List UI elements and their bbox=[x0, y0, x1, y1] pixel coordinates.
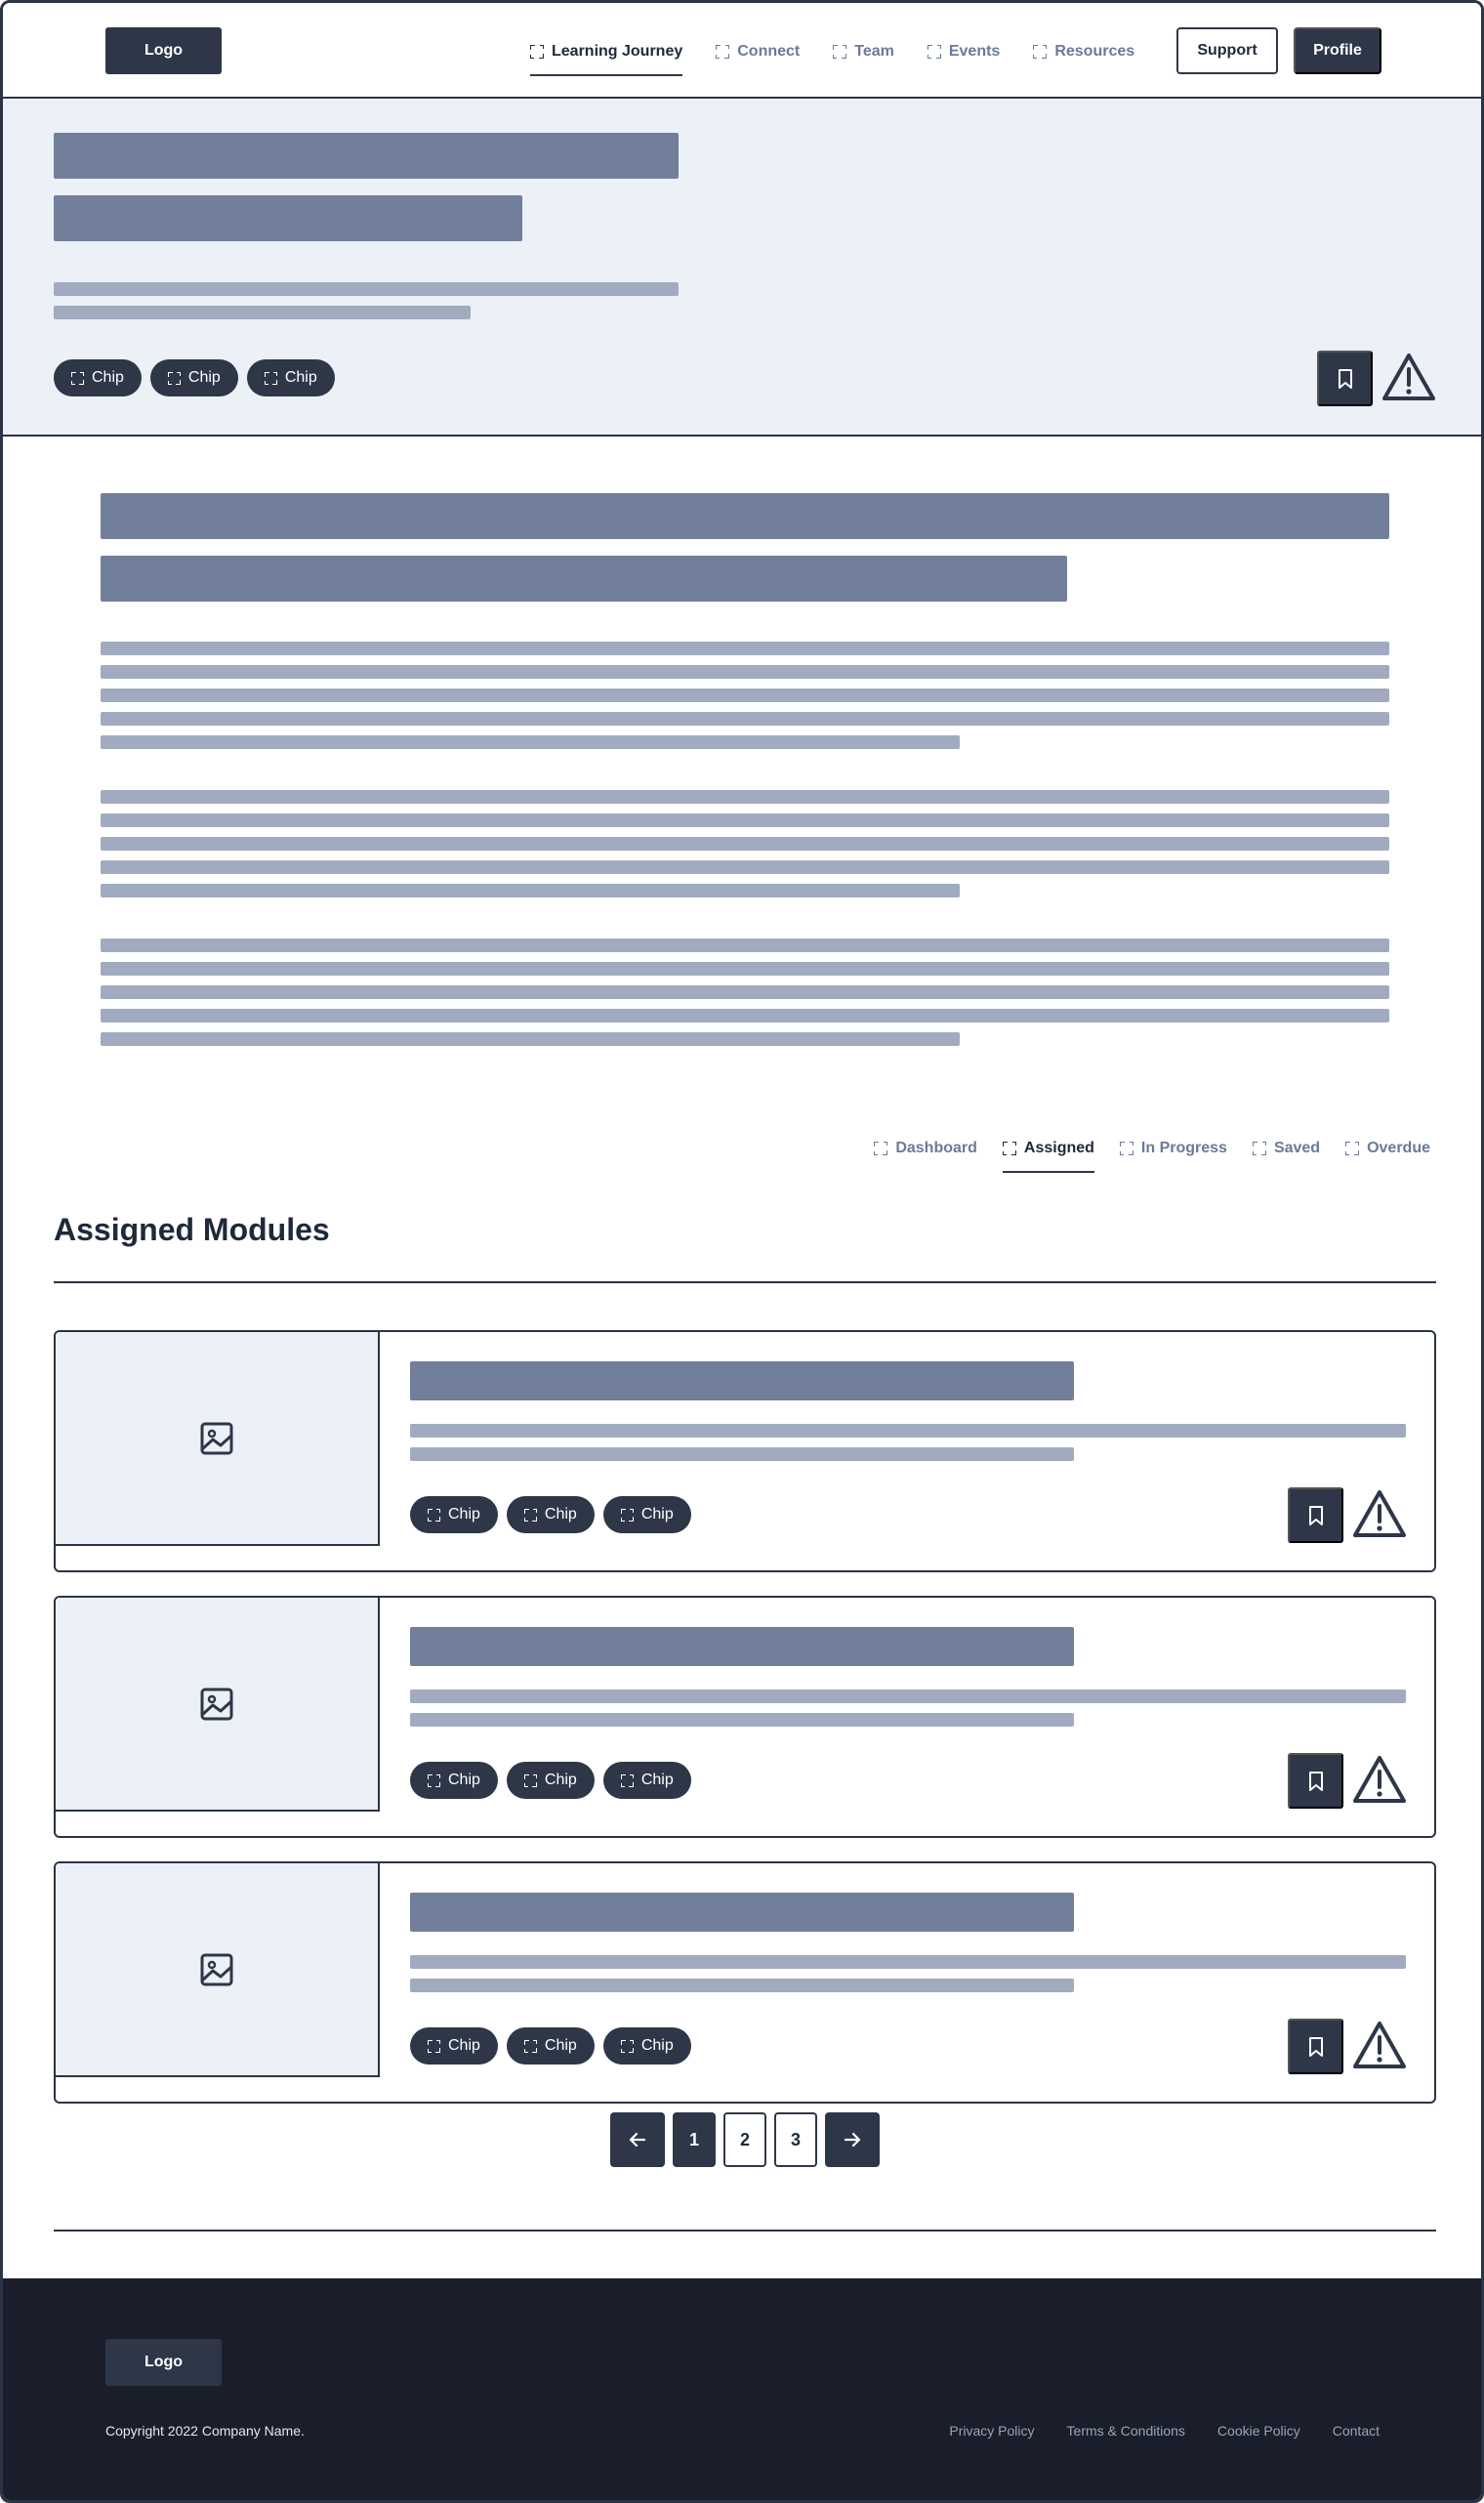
module-thumbnail bbox=[56, 1332, 380, 1546]
footer-divider bbox=[54, 2230, 1436, 2232]
bracket-icon bbox=[428, 2040, 440, 2053]
nav-item-team[interactable] bbox=[833, 27, 894, 76]
tab-label: Dashboard bbox=[895, 1140, 977, 1156]
article-title-placeholder bbox=[101, 556, 1067, 602]
bracket-icon bbox=[428, 1509, 440, 1522]
image-icon bbox=[199, 1421, 234, 1456]
module-text-placeholder bbox=[410, 1424, 1406, 1438]
bracket-icon bbox=[524, 1509, 537, 1522]
paragraph-line bbox=[101, 1032, 960, 1046]
bookmark-button[interactable] bbox=[1317, 351, 1373, 406]
nav-item-learning-journey[interactable] bbox=[530, 27, 682, 76]
module-chip-group bbox=[410, 2027, 691, 2065]
footer-link-terms[interactable]: Terms & Conditions bbox=[1066, 2423, 1185, 2439]
tab-dashboard[interactable] bbox=[874, 1124, 977, 1173]
footer-logo[interactable]: Logo bbox=[105, 2339, 222, 2386]
tab-overdue[interactable] bbox=[1345, 1124, 1430, 1173]
support-button[interactable]: Support bbox=[1176, 27, 1278, 74]
tab-label: Assigned bbox=[1023, 1140, 1094, 1156]
chip[interactable] bbox=[410, 2027, 498, 2065]
profile-button[interactable]: Profile bbox=[1294, 27, 1381, 74]
module-text-placeholder bbox=[410, 1955, 1406, 1969]
tab-assigned[interactable] bbox=[1003, 1124, 1094, 1173]
bracket-icon bbox=[428, 1774, 440, 1787]
chip[interactable] bbox=[410, 1496, 498, 1533]
paragraph-line bbox=[101, 735, 960, 749]
footer-links bbox=[949, 2423, 1380, 2439]
bookmark-button[interactable] bbox=[1288, 1487, 1343, 1543]
image-icon bbox=[199, 1687, 234, 1722]
chip-label: Chip bbox=[640, 1772, 674, 1788]
paragraph-line bbox=[101, 790, 1389, 804]
module-text-placeholder bbox=[410, 1713, 1074, 1727]
warning-icon[interactable] bbox=[1352, 1754, 1407, 1805]
module-card[interactable] bbox=[54, 1596, 1436, 1838]
module-tabs bbox=[848, 1124, 1430, 1173]
prev-page-button[interactable] bbox=[610, 2112, 665, 2167]
pagination bbox=[610, 2112, 880, 2167]
bracket-icon bbox=[621, 2040, 634, 2053]
paragraph-line bbox=[101, 665, 1389, 679]
module-thumbnail bbox=[56, 1863, 380, 2077]
paragraph-line bbox=[101, 884, 960, 897]
warning-icon[interactable] bbox=[1352, 2020, 1407, 2070]
hero-section bbox=[3, 99, 1481, 437]
bookmark-icon bbox=[1306, 1505, 1326, 1526]
bracket-icon bbox=[833, 45, 846, 59]
page-button-2[interactable]: 2 bbox=[723, 2112, 766, 2167]
chip-label: Chip bbox=[448, 1506, 480, 1523]
chip-label: Chip bbox=[284, 369, 317, 386]
main-nav bbox=[530, 27, 1168, 76]
bracket-icon bbox=[716, 45, 729, 59]
chip[interactable] bbox=[54, 359, 142, 396]
nav-item-connect[interactable] bbox=[716, 27, 800, 76]
chip-label: Chip bbox=[448, 2037, 480, 2054]
page-button-3[interactable]: 3 bbox=[774, 2112, 817, 2167]
module-title-placeholder bbox=[410, 1361, 1074, 1400]
nav-item-label: Learning Journey bbox=[552, 43, 683, 60]
tab-label: Saved bbox=[1273, 1140, 1321, 1156]
footer-link-privacy-policy[interactable]: Privacy Policy bbox=[949, 2423, 1035, 2439]
bracket-icon bbox=[524, 2040, 537, 2053]
chip[interactable] bbox=[507, 1762, 595, 1799]
section-divider bbox=[54, 1281, 1436, 1283]
bracket-icon bbox=[530, 45, 544, 59]
bracket-icon bbox=[168, 372, 181, 385]
article-title-placeholder bbox=[101, 493, 1389, 539]
paragraph-line bbox=[101, 962, 1389, 976]
bookmark-icon bbox=[1306, 1771, 1326, 1792]
tab-label: In Progress bbox=[1140, 1140, 1227, 1156]
chip[interactable] bbox=[507, 1496, 595, 1533]
paragraph-line bbox=[101, 688, 1389, 702]
bracket-icon bbox=[621, 1509, 634, 1522]
hero-chip-group bbox=[54, 359, 335, 396]
nav-item-label: Resources bbox=[1054, 43, 1135, 60]
hero-title-placeholder bbox=[54, 133, 679, 179]
module-card[interactable] bbox=[54, 1861, 1436, 2104]
chip-label: Chip bbox=[544, 1506, 577, 1523]
chip-label: Chip bbox=[544, 1772, 577, 1788]
paragraph-line bbox=[101, 837, 1389, 851]
bracket-icon bbox=[524, 1774, 537, 1787]
module-text-placeholder bbox=[410, 1690, 1406, 1703]
bracket-icon bbox=[874, 1142, 887, 1155]
module-thumbnail bbox=[56, 1598, 380, 1812]
paragraph-line bbox=[101, 939, 1389, 952]
chip-label: Chip bbox=[544, 2037, 577, 2054]
image-icon bbox=[199, 1952, 234, 1987]
bracket-icon bbox=[1003, 1142, 1016, 1155]
section-title: Assigned Modules bbox=[54, 1212, 330, 1247]
chip-label: Chip bbox=[448, 1772, 480, 1788]
chip[interactable] bbox=[410, 1762, 498, 1799]
chip[interactable] bbox=[603, 1762, 691, 1799]
hero-text-placeholder bbox=[54, 282, 679, 296]
chip-label: Chip bbox=[640, 1506, 674, 1523]
footer-link-contact[interactable]: Contact bbox=[1332, 2423, 1380, 2439]
chip[interactable] bbox=[507, 2027, 595, 2065]
paragraph-line bbox=[101, 1009, 1389, 1022]
module-title-placeholder bbox=[410, 1893, 1074, 1932]
nav-item-resources[interactable] bbox=[1033, 27, 1134, 76]
hero-title-placeholder bbox=[54, 195, 522, 241]
module-text-placeholder bbox=[410, 1447, 1074, 1461]
bracket-icon bbox=[928, 45, 941, 59]
nav-item-events[interactable] bbox=[928, 27, 1000, 76]
next-page-button[interactable] bbox=[825, 2112, 880, 2167]
bracket-icon bbox=[1120, 1142, 1134, 1155]
bracket-icon bbox=[1253, 1142, 1266, 1155]
module-chip-group bbox=[410, 1762, 691, 1799]
footer bbox=[3, 2278, 1481, 2503]
bookmark-icon bbox=[1336, 368, 1355, 390]
chip[interactable] bbox=[603, 1496, 691, 1533]
chip[interactable] bbox=[247, 359, 335, 396]
copyright-text: Copyright 2022 Company Name. bbox=[105, 2423, 305, 2439]
bracket-icon bbox=[1345, 1142, 1359, 1155]
tab-in-progress[interactable] bbox=[1120, 1124, 1227, 1173]
bookmark-button[interactable] bbox=[1288, 1753, 1343, 1809]
bookmark-button[interactable] bbox=[1288, 2019, 1343, 2074]
module-chip-group bbox=[410, 1496, 691, 1533]
bookmark-icon bbox=[1306, 2036, 1326, 2058]
module-card[interactable] bbox=[54, 1330, 1436, 1572]
paragraph-line bbox=[101, 712, 1389, 726]
bracket-icon bbox=[265, 372, 277, 385]
bracket-icon bbox=[621, 1774, 634, 1787]
paragraph-line bbox=[101, 813, 1389, 827]
module-title-placeholder bbox=[410, 1627, 1074, 1666]
paragraph-line bbox=[101, 642, 1389, 655]
tab-saved[interactable] bbox=[1253, 1124, 1320, 1173]
paragraph-line bbox=[101, 860, 1389, 874]
warning-icon[interactable] bbox=[1352, 1488, 1407, 1539]
chip-label: Chip bbox=[187, 369, 221, 386]
arrow-left-icon bbox=[627, 2129, 648, 2150]
nav-item-label: Team bbox=[854, 43, 894, 60]
page-button-1[interactable]: 1 bbox=[673, 2112, 716, 2167]
chip[interactable] bbox=[150, 359, 238, 396]
chip-label: Chip bbox=[92, 369, 124, 386]
top-navigation bbox=[3, 3, 1481, 99]
chip-label: Chip bbox=[640, 2037, 674, 2054]
tab-label: Overdue bbox=[1367, 1140, 1430, 1156]
module-text-placeholder bbox=[410, 1979, 1074, 1992]
chip[interactable] bbox=[603, 2027, 691, 2065]
footer-link-cookie-policy[interactable]: Cookie Policy bbox=[1216, 2423, 1300, 2439]
nav-item-label: Connect bbox=[737, 43, 801, 60]
hero-text-placeholder bbox=[54, 306, 471, 319]
warning-icon[interactable] bbox=[1381, 352, 1436, 402]
nav-item-label: Events bbox=[948, 43, 1001, 60]
arrow-right-icon bbox=[842, 2129, 863, 2150]
logo[interactable]: Logo bbox=[105, 27, 222, 74]
bracket-icon bbox=[71, 372, 84, 385]
bracket-icon bbox=[1033, 45, 1047, 59]
paragraph-line bbox=[101, 985, 1389, 999]
